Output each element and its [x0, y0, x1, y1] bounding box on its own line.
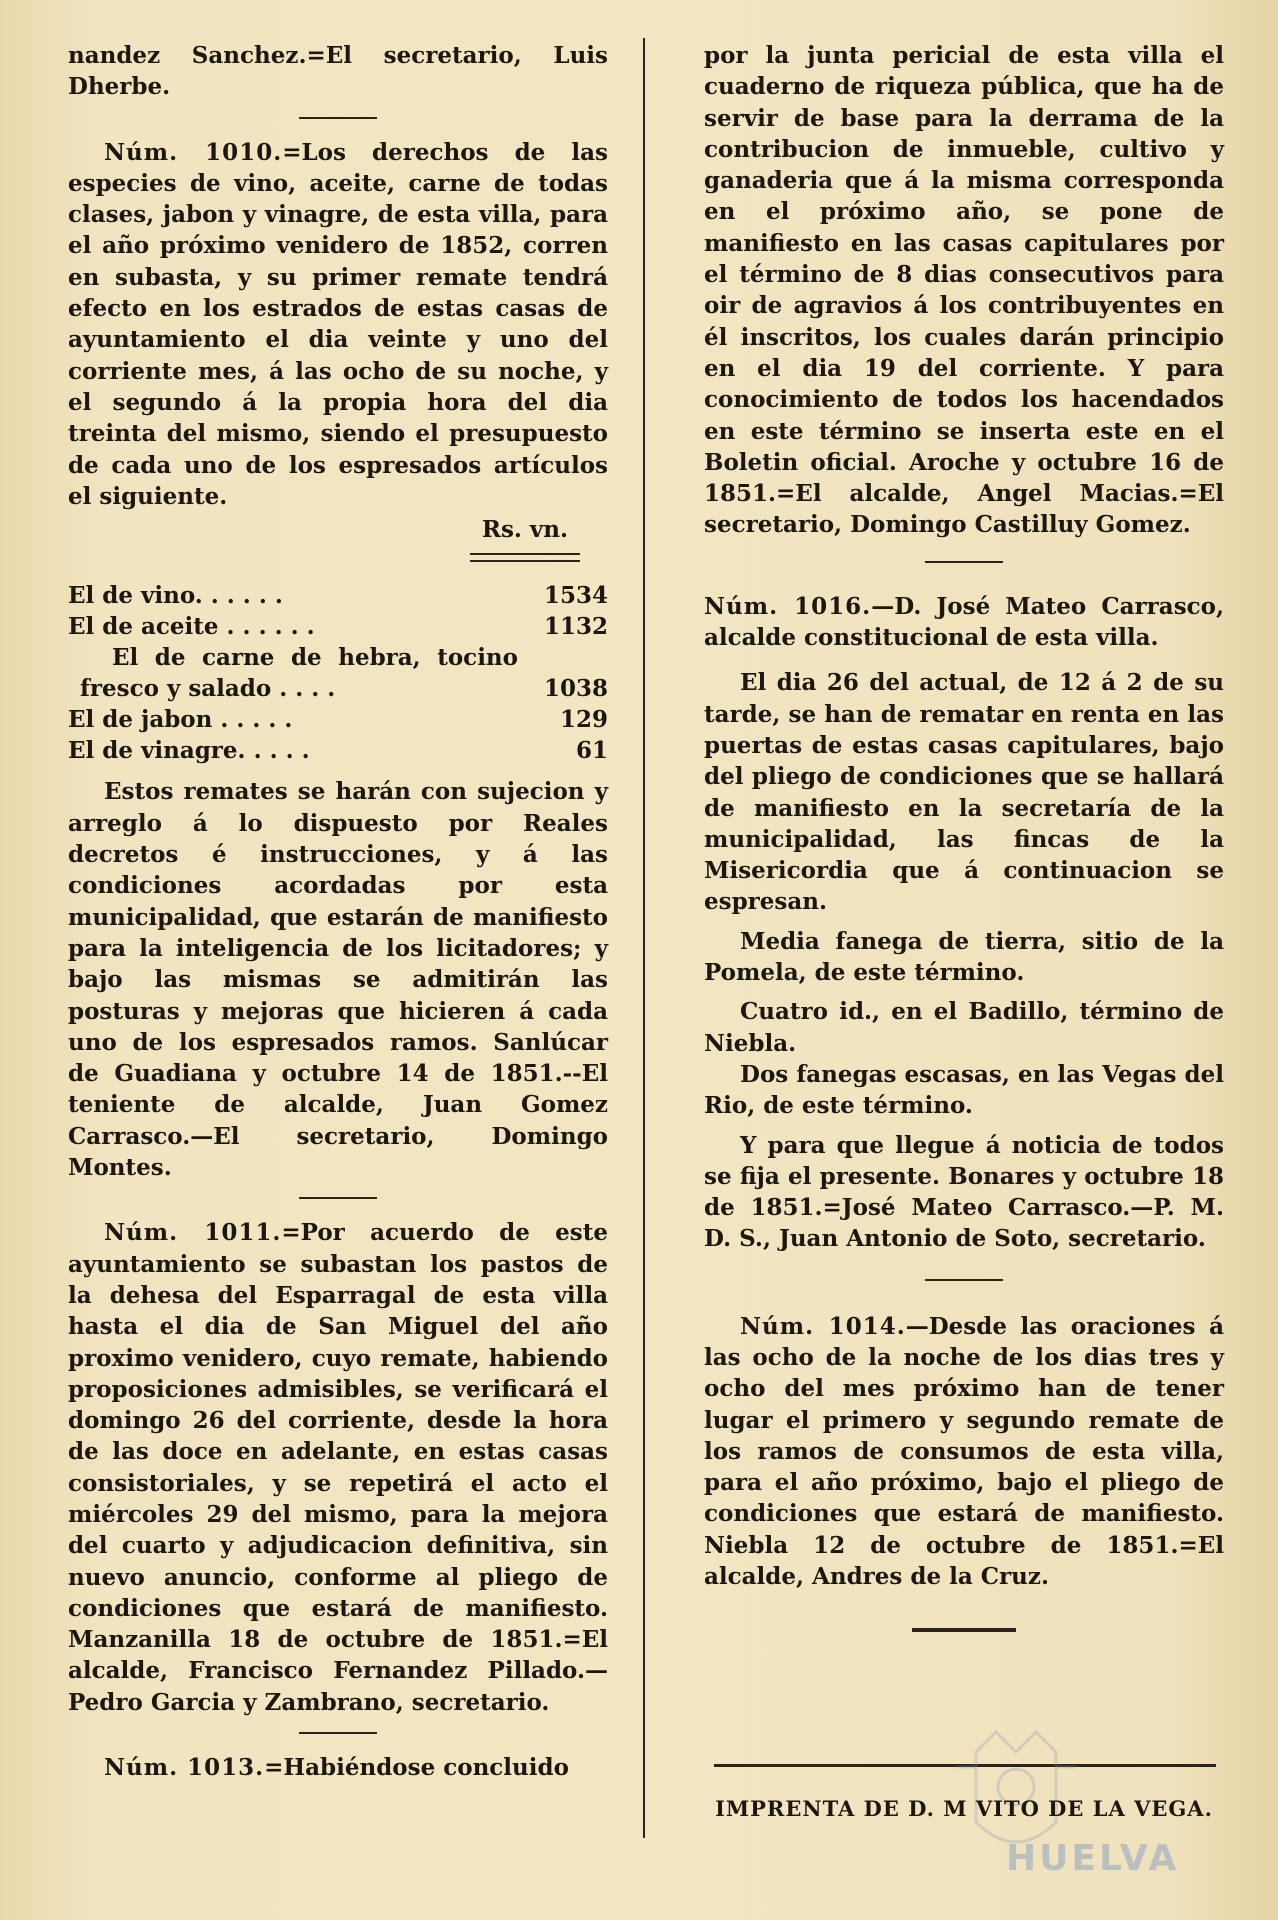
price-item-value: 129: [559, 706, 608, 734]
notice-1010-text: =Los derechos de las especies de vino, aceite, carne de todas clases, jabon y vinagre, de esta villa, para el año próximo venidero de 1852, corren en subasta, y su primer remate tendrá efecto en los estrados de estas casas de ayuntamiento el dia veinte y uno del corriente mes, á las ocho de su noche, y el segundo á la propia hora del dia treinta del mismo, siendo el presupuesto de cada uno de los espresados artículos el siguiente.: [68, 138, 608, 510]
price-item-label: El de vino. . . . . .: [68, 582, 283, 610]
price-unit-label: Rs. vn.: [481, 516, 568, 544]
notice-1010-number: Núm. 1010.: [104, 138, 283, 166]
price-item-label: El de vinagre. . . . .: [68, 737, 310, 765]
notice-1011-number: Núm. 1011.: [104, 1219, 282, 1247]
imprint-line: IMPRENTA DE D. M VITO DE LA VEGA.: [715, 1796, 1213, 1821]
end-rule: [912, 1628, 1016, 1632]
column-divider: [643, 38, 645, 1838]
left-column: [68, 40, 608, 1783]
spacer: [704, 653, 1224, 667]
finca-item: Cuatro id., en el Badillo, término de Niebla.: [704, 998, 1224, 1057]
price-item-label: El de carne de hebra, tocino fresco y salado . . . .: [80, 644, 518, 703]
notice-1013-number: Núm. 1013.: [104, 1754, 265, 1782]
notice-1011-text: =Por acuerdo de este ayuntamiento se subastan los pastos de la dehesa del Esparragal de esta villa hasta el dia de San Miguel del año proximo venidero, cuyo remate, habiendo proposiciones admisibles, se verificará el domingo 26 del corriente, desde la hora de las doce en adelante, en estas casas consistoriales, y se repetirá el acto el miércoles 29 del mismo, para la mejora del cuarto y adjudicacion definitiva, sin nuevo anuncio, conforme al pliego de condiciones que estará de manifiesto. Manzanilla 18 de octubre de 1851.=El alcalde, Francisco Fernandez Pillado.—Pedro Garcia y Zambrano, secretario.: [68, 1219, 608, 1716]
left-top-fragment: nandez Sanchez.=El secretario, Luis Dherbe.: [68, 42, 608, 101]
price-row: [68, 704, 608, 735]
section-dash: [925, 1279, 1003, 1281]
price-row: [68, 611, 608, 642]
price-item-label: El de jabon . . . . .: [68, 706, 293, 734]
section-dash: [299, 1732, 377, 1734]
notice-1016-heading: [704, 591, 1224, 654]
finca-item: Media fanega de tierra, sitio de la Pomela, de este término.: [704, 927, 1224, 987]
price-item-value: 1132: [543, 613, 608, 641]
price-item-value: 1038: [543, 675, 608, 703]
price-table: [68, 580, 608, 766]
section-dash: [925, 561, 1003, 563]
section-dash: [299, 1197, 377, 1199]
price-rule: [470, 553, 580, 562]
notice-1013: [68, 1752, 608, 1783]
notice-1010: [68, 137, 608, 513]
right-top-fragment: por la junta pericial de esta villa el cuaderno de riqueza pública, que ha de servir de base para la derrama de la contribucion de inmueble, cultivo y ganaderia que á la misma corresponda en el próximo año, se pone de manifiesto en las casas capitulares por el término de 8 dias consecutivos para oir de agravios á los contribuyentes en él inscritos, los cuales darán principio en el dia 19 del corriente. Y para conocimiento de todos los hacendados en este término se inserta este en el Boletin oficial. Aroche y octubre 16 de 1851.=El alcalde, Angel Macias.=El secretario, Domingo Castilluy Gomez.: [704, 42, 1224, 539]
price-item-value: 1534: [543, 582, 608, 610]
spacer: [704, 1122, 1224, 1130]
price-row: [68, 580, 608, 611]
notice-1014-text: —Desde las oraciones á las ocho de la noche de los dias tres y ocho del mes próximo han de tener lugar el primero y segundo remate de los ramos de consumos de esta villa, para el año próximo, bajo el pliego de condiciones que estará de manifiesto. Niebla 12 de octubre de 1851.=El alcalde, Andres de la Cruz.: [704, 1312, 1224, 1591]
finca-item: Dos fanegas escasas, en las Vegas del Rio, de este término.: [704, 1060, 1224, 1120]
notice-1016-intro: El dia 26 del actual, de 12 á 2 de su tarde, se han de rematar en renta en las puertas de estas casas capitulares, bajo del pliego de condiciones que se hallará de manifiesto en la secretaría de la municipalidad, las fincas de la Misericordia que á continuacion se espresan.: [704, 669, 1224, 916]
notice-1016-title: —D. José Mateo Carrasco, alcalde constitucional de esta villa.: [704, 592, 1224, 652]
section-dash: [299, 117, 377, 119]
notice-1013-text: =Habiéndose concluido: [264, 1754, 569, 1782]
spacer: [704, 918, 1224, 926]
notice-1016-closing: Y para que llegue á noticia de todos se fija el presente. Bonares y octubre 18 de 1851.=José Mateo Carrasco.—P. M. D. S., Juan Antonio de Soto, secretario.: [704, 1131, 1224, 1253]
watermark-text: HUELVA: [1006, 1838, 1180, 1879]
price-item-label: El de aceite . . . . . .: [68, 613, 315, 641]
price-row: [68, 642, 608, 704]
spacer: [704, 988, 1224, 996]
notice-1011: [68, 1217, 608, 1718]
price-item-value: 61: [575, 737, 608, 765]
notice-1016-number: Núm. 1016.: [704, 592, 872, 620]
notice-1010-closing: Estos remates se harán con sujecion y arreglo á lo dispuesto por Reales decretos é instrucciones, y á las condiciones acordadas por esta municipalidad, que estarán de manifiesto para la inteligencia de los licitadores; y bajo las mismas se admitirán las posturas y mejoras que hicieren á cada uno de los espresados ramos. Sanlúcar de Guadiana y octubre 14 de 1851.--El teniente de alcalde, Juan Gomez Carrasco.—El secretario, Domingo Montes.: [68, 778, 608, 1182]
right-column: [704, 40, 1224, 1632]
notice-1014-number: Núm. 1014.: [740, 1312, 906, 1340]
price-row: [68, 735, 608, 766]
notice-1014: [704, 1311, 1224, 1593]
